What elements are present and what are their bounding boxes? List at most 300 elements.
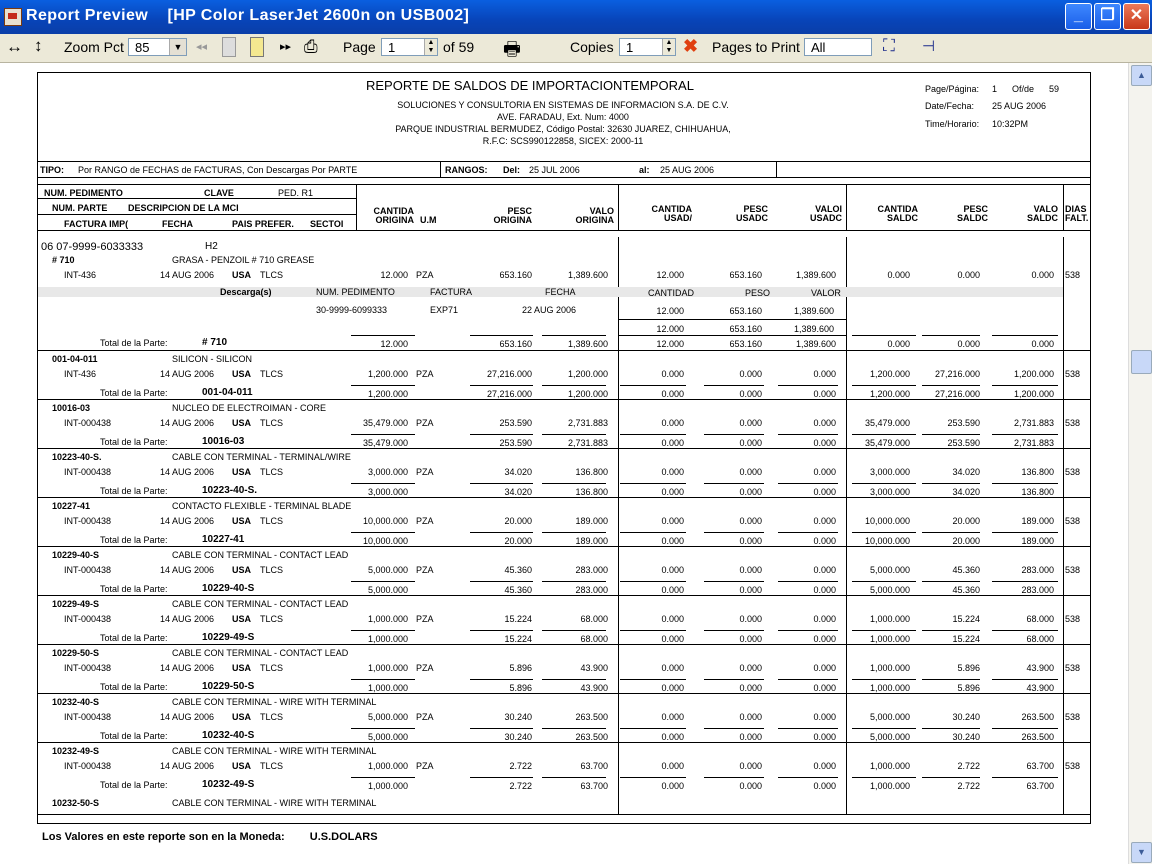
peso-o-cell: 5.896: [509, 663, 532, 673]
footer-label: Los Valores en este reporte son en la Moneda:: [42, 831, 285, 843]
peso-o-cell: 15.224: [504, 614, 532, 624]
peso-u-cell: 0.000: [739, 614, 762, 624]
dias-cell: 538: [1065, 270, 1081, 280]
descarga-label: Descarga(s): [220, 287, 272, 297]
cant-s-cell: 0.000: [887, 270, 910, 280]
hdr-num-pedimento: NUM. PEDIMENTO: [44, 188, 123, 198]
part-description: CABLE CON TERMINAL - CONTACT LEAD: [172, 599, 349, 609]
subtotal-line: [351, 679, 415, 680]
total-valor-s: 189.000: [1021, 536, 1054, 546]
copies-label: Copies: [570, 39, 614, 55]
um-cell: PZA: [416, 663, 434, 673]
zoom-select[interactable]: [128, 38, 187, 56]
subtotal-line: [351, 385, 415, 386]
divider: [38, 399, 1090, 400]
valor-u-cell: 0.000: [813, 565, 836, 575]
subtotal-line: [852, 728, 916, 729]
total-cant-o: 1,000.000: [367, 781, 408, 791]
valor-o-cell: 2,731.883: [567, 418, 608, 428]
prev-page-icon[interactable]: [222, 37, 236, 57]
rangos-label: RANGOS:: [445, 165, 488, 175]
total-peso-s: 2.722: [957, 781, 980, 791]
total-peso-o: 27,216.000: [486, 389, 532, 399]
hdr-cant-orig-2: ORIGINA: [375, 215, 414, 225]
descarga-fecha: 22 AUG 2006: [522, 305, 577, 315]
minimize-button[interactable]: _: [1065, 3, 1092, 30]
total-cant-o: 5,000.000: [367, 585, 408, 595]
hdr-cant-saldo-1: CANTIDA: [877, 204, 918, 214]
total-valor-o: 1,200.000: [567, 389, 608, 399]
total-valor-s: 1,200.000: [1013, 389, 1054, 399]
total-valor-s: 2,731.883: [1013, 438, 1054, 448]
total-peso-o: 34.020: [504, 487, 532, 497]
hdr-peso-orig-2: ORIGINA: [493, 215, 532, 225]
zoom-value: 85: [135, 40, 150, 55]
total-label: Total de la Parte:: [100, 338, 168, 348]
total-valor-o: 189.000: [575, 536, 608, 546]
subtotal-line: [542, 630, 606, 631]
divider: [776, 161, 777, 177]
divider: [38, 497, 1090, 498]
total-valor-u: 0.000: [813, 487, 836, 497]
total-peso-o: 20.000: [504, 536, 532, 546]
total-peso-u: 0.000: [739, 487, 762, 497]
subtotal-line: [852, 777, 916, 778]
peso-s-cell: 20.000: [952, 516, 980, 526]
subtotal-line: [922, 385, 980, 386]
total-cant-u: 0.000: [661, 634, 684, 644]
part-description: CABLE CON TERMINAL - CONTACT LEAD: [172, 648, 349, 658]
pais-cell: USA: [232, 369, 252, 379]
subtotal-line: [470, 434, 533, 435]
subtotal-line: [852, 335, 916, 336]
factura-cell: INT-000438: [64, 565, 112, 575]
fecha-cell: 14 AUG 2006: [160, 418, 215, 428]
total-peso-s: 27,216.000: [934, 389, 980, 399]
valor-u-cell: 0.000: [813, 663, 836, 673]
page-total: 59: [1049, 84, 1060, 94]
part-description: CONTACTO FLEXIBLE - TERMINAL BLADE: [172, 501, 352, 511]
cant-u-cell: 0.000: [661, 418, 684, 428]
cant-u-cell: 0.000: [661, 761, 684, 771]
total-label: Total de la Parte:: [100, 780, 168, 790]
valor-s-cell: 189.000: [1021, 516, 1054, 526]
total-peso-u: 653.160: [729, 339, 762, 349]
subtotal-line: [922, 630, 980, 631]
valor-s-cell: 136.800: [1021, 467, 1054, 477]
subtotal-line: [620, 483, 686, 484]
spin-arrows-icon[interactable]: ▲ ▼: [662, 39, 675, 55]
total-peso-o: 653.160: [499, 339, 532, 349]
subtotal-line: [852, 385, 916, 386]
fecha-cell: 14 AUG 2006: [160, 712, 215, 722]
subtotal-line: [992, 335, 1058, 336]
peso-s-cell: 15.224: [952, 614, 980, 624]
divider: [38, 214, 356, 215]
valor-s-cell: 63.700: [1026, 761, 1054, 771]
peso-s-cell: 34.020: [952, 467, 980, 477]
scroll-down-icon[interactable]: ▼: [1131, 842, 1152, 863]
fit-width-icon[interactable]: ↔: [6, 37, 23, 56]
del-value: 25 JUL 2006: [529, 165, 580, 175]
total-cant-s: 0.000: [887, 339, 910, 349]
total-peso-o: 5.896: [509, 683, 532, 693]
sector-cell: TLCS: [260, 467, 284, 477]
printer-icon[interactable]: 🖶: [503, 39, 521, 60]
next-page-icon[interactable]: [250, 37, 264, 57]
subtotal-line: [542, 385, 606, 386]
total-cant-o: 10,000.000: [362, 536, 408, 546]
peso-o-cell: 20.000: [504, 516, 532, 526]
subtotal-line: [542, 335, 606, 336]
dias-cell: 538: [1065, 418, 1081, 428]
pages-to-print-value: All: [811, 40, 826, 55]
subtotal-line: [351, 630, 415, 631]
cant-o-cell: 5,000.000: [367, 712, 408, 722]
part-description: NUCLEO DE ELECTROIMAN - CORE: [172, 403, 327, 413]
total-peso-u: 0.000: [739, 536, 762, 546]
fit-height-icon[interactable]: ↕: [34, 36, 43, 55]
total-cant-s: 5,000.000: [869, 732, 910, 742]
last-part-number: 10232-50-S: [52, 798, 100, 808]
um-cell: PZA: [416, 614, 434, 624]
page-setup-icon[interactable]: ⎙: [304, 37, 318, 56]
valor-s-cell: 283.000: [1021, 565, 1054, 575]
total-cant-o: 3,000.000: [367, 487, 408, 497]
subtotal-line: [922, 777, 980, 778]
divider: [38, 814, 1090, 815]
subtotal-line: [542, 532, 606, 533]
subtotal-line: [620, 630, 686, 631]
cancel-icon[interactable]: ✖: [683, 36, 699, 56]
page-stepper[interactable]: [381, 38, 438, 56]
pages-to-print-input[interactable]: [804, 38, 872, 56]
dias-cell: 538: [1065, 467, 1081, 477]
subtotal-line: [704, 728, 764, 729]
peso-u-cell: 0.000: [739, 369, 762, 379]
valor-u-cell: 1,389.600: [795, 270, 836, 280]
zoom-label: Zoom Pct: [64, 39, 124, 55]
descarga-col-cantidad: CANTIDAD: [648, 288, 695, 298]
cant-s-cell: 35,479.000: [864, 418, 910, 428]
um-cell: PZA: [416, 712, 434, 722]
subtotal-line: [351, 532, 415, 533]
report-app-icon: [4, 8, 22, 26]
hdr-peso-orig-1: PESC: [507, 206, 532, 216]
valor-u-cell: 0.000: [813, 369, 836, 379]
total-cant-s: 10,000.000: [864, 536, 910, 546]
maximize-button[interactable]: ❐: [1094, 3, 1121, 30]
total-cant-u: 12.000: [656, 339, 684, 349]
total-peso-u: 0.000: [739, 634, 762, 644]
vertical-scrollbar[interactable]: [1128, 63, 1152, 864]
copies-stepper[interactable]: [619, 38, 676, 56]
valor-s-cell: 1,200.000: [1013, 369, 1054, 379]
date-value: 25 AUG 2006: [992, 101, 1047, 111]
factura-cell: INT-000438: [64, 418, 112, 428]
descarga-sum-peso: 653.160: [729, 324, 762, 334]
subtotal-line: [351, 335, 415, 336]
descarga-pedimento: 30-9999-6099333: [316, 305, 388, 315]
fecha-cell: 14 AUG 2006: [160, 369, 215, 379]
toolbar: [0, 34, 1152, 63]
total-valor-o: 1,389.600: [567, 339, 608, 349]
spin-arrows-icon[interactable]: ▲ ▼: [424, 39, 437, 55]
last-page-icon[interactable]: ▸▸: [280, 41, 292, 53]
hdr-valor-orig-2: ORIGINA: [575, 215, 614, 225]
peso-u-cell: 0.000: [739, 565, 762, 575]
page-num: 1: [992, 84, 998, 94]
hdr-fecha: FECHA: [162, 219, 193, 229]
total-valor-o: 68.000: [580, 634, 608, 644]
total-part-number: 10229-50-S: [202, 681, 255, 692]
pushpin-icon[interactable]: ⊣: [922, 38, 936, 55]
total-valor-s: 283.000: [1021, 585, 1054, 595]
part-description: GRASA - PENZOIL # 710 GREASE: [172, 255, 315, 265]
cant-u-cell: 0.000: [661, 614, 684, 624]
subtotal-line: [778, 728, 838, 729]
hdr-peso-saldo-1: PESC: [963, 204, 988, 214]
subtotal-line: [620, 434, 686, 435]
divider: [1063, 237, 1064, 814]
total-cant-s: 1,000.000: [869, 781, 910, 791]
sector-cell: TLCS: [260, 369, 284, 379]
cant-u-cell: 0.000: [661, 565, 684, 575]
subtotal-line: [778, 434, 838, 435]
subtotal-line: [620, 385, 686, 386]
divider: [846, 184, 847, 230]
company-line-1: SOLUCIONES Y CONSULTORIA EN SISTEMAS DE INFORMACION S.A. DE C.V.: [397, 100, 729, 110]
peso-o-cell: 653.160: [499, 270, 532, 280]
date-label: Date/Fecha:: [925, 101, 975, 111]
subtotal-line: [704, 581, 764, 582]
subtotal-line: [704, 679, 764, 680]
divider: [38, 693, 1090, 694]
cant-o-cell: 5,000.000: [367, 565, 408, 575]
peso-s-cell: 0.000: [957, 270, 980, 280]
subtotal-line: [351, 728, 415, 729]
divider: [38, 595, 1090, 596]
pais-cell: USA: [232, 270, 252, 280]
total-peso-u: 0.000: [739, 781, 762, 791]
subtotal-line: [470, 385, 533, 386]
time-label: Time/Horario:: [925, 119, 980, 129]
peso-u-cell: 0.000: [739, 761, 762, 771]
subtotal-line: [778, 630, 838, 631]
peso-u-cell: 653.160: [729, 270, 762, 280]
cant-u-cell: 0.000: [661, 369, 684, 379]
total-peso-s: 34.020: [952, 487, 980, 497]
tipo-label: TIPO:: [40, 165, 64, 175]
hdr-cant-orig-1: CANTIDA: [373, 206, 414, 216]
total-cant-u: 0.000: [661, 732, 684, 742]
subtotal-line: [470, 630, 533, 631]
total-valor-o: 63.700: [580, 781, 608, 791]
peso-s-cell: 253.590: [947, 418, 980, 428]
fecha-cell: 14 AUG 2006: [160, 565, 215, 575]
hdr-sector: SECTOI: [310, 219, 344, 229]
page-of-label: Of/de: [1012, 84, 1035, 94]
sector-cell: TLCS: [260, 270, 284, 280]
subtotal-line: [992, 777, 1058, 778]
pais-cell: USA: [232, 565, 252, 575]
total-peso-u: 0.000: [739, 438, 762, 448]
divider: [38, 177, 1090, 178]
total-part-number: # 710: [202, 337, 228, 348]
fecha-cell: 14 AUG 2006: [160, 663, 215, 673]
um-cell: PZA: [416, 369, 434, 379]
cant-s-cell: 5,000.000: [869, 565, 910, 575]
subtotal-line: [704, 385, 764, 386]
subtotal-line: [704, 630, 764, 631]
total-cant-s: 35,479.000: [864, 438, 910, 448]
factura-cell: INT-000438: [64, 712, 112, 722]
peso-s-cell: 27,216.000: [934, 369, 980, 379]
total-cant-s: 5,000.000: [869, 585, 910, 595]
part-number: 001-04-011: [52, 354, 98, 364]
divider: [38, 350, 1090, 351]
scroll-thumb[interactable]: [1131, 350, 1152, 374]
cant-u-cell: 12.000: [656, 270, 684, 280]
subtotal-line: [922, 581, 980, 582]
um-cell: PZA: [416, 467, 434, 477]
peso-u-cell: 0.000: [739, 418, 762, 428]
descarga-sum-cantidad: 12.000: [656, 324, 684, 334]
peso-u-cell: 0.000: [739, 516, 762, 526]
total-peso-s: 45.360: [952, 585, 980, 595]
total-peso-s: 20.000: [952, 536, 980, 546]
first-page-icon[interactable]: ◂◂: [196, 41, 208, 53]
total-part-number: 10232-40-S: [202, 730, 255, 741]
total-part-number: 10232-49-S: [202, 779, 255, 790]
peso-s-cell: 45.360: [952, 565, 980, 575]
total-valor-s: 136.800: [1021, 487, 1054, 497]
hdr-factura: FACTURA IMP(: [64, 219, 129, 229]
um-cell: PZA: [416, 761, 434, 771]
total-valor-s: 0.000: [1031, 339, 1054, 349]
subtotal-line: [470, 581, 533, 582]
divider: [38, 546, 1090, 547]
subtotal-line: [542, 777, 606, 778]
valor-o-cell: 68.000: [580, 614, 608, 624]
report-title: REPORTE DE SALDOS DE IMPORTACIONTEMPORAL: [366, 78, 694, 93]
factura-cell: INT-436: [64, 270, 97, 280]
subtotal-line: [351, 581, 415, 582]
tipo-value: Por RANGO de FECHAS de FACTURAS, Con Descargas Por PARTE: [78, 165, 358, 175]
subtotal-line: [992, 385, 1058, 386]
divider: [38, 161, 1090, 162]
page-label: Page: [343, 39, 376, 55]
peso-u-cell: 0.000: [739, 712, 762, 722]
divider: [38, 184, 1090, 185]
subtotal-line: [542, 728, 606, 729]
al-value: 25 AUG 2006: [660, 165, 715, 175]
dias-cell: 538: [1065, 614, 1081, 624]
company-line-4: R.F.C: SCS990122858, SICEX: 2000-11: [482, 136, 644, 146]
total-valor-u: 1,389.600: [795, 339, 836, 349]
cant-o-cell: 3,000.000: [367, 467, 408, 477]
cant-s-cell: 1,000.000: [869, 614, 910, 624]
sector-cell: TLCS: [260, 663, 284, 673]
subtotal-line: [704, 483, 764, 484]
total-cant-u: 0.000: [661, 487, 684, 497]
total-cant-u: 0.000: [661, 536, 684, 546]
total-cant-s: 1,000.000: [869, 683, 910, 693]
hdr-cant-usada-1: CANTIDA: [651, 204, 692, 214]
um-cell: PZA: [416, 418, 434, 428]
subtotal-line: [704, 532, 764, 533]
total-peso-u: 0.000: [739, 683, 762, 693]
subtotal-line: [778, 581, 838, 582]
peso-s-cell: 5.896: [957, 663, 980, 673]
subtotal-line: [992, 434, 1058, 435]
divider: [38, 644, 1090, 645]
fecha-cell: 14 AUG 2006: [160, 614, 215, 624]
subtotal-line: [922, 679, 980, 680]
dias-cell: 538: [1065, 761, 1081, 771]
cant-o-cell: 35,479.000: [362, 418, 408, 428]
sector-cell: TLCS: [260, 516, 284, 526]
total-label: Total de la Parte:: [100, 731, 168, 741]
total-label: Total de la Parte:: [100, 486, 168, 496]
hdr-dias-2: FALT.: [1065, 213, 1089, 223]
pais-cell: USA: [232, 516, 252, 526]
subtotal-line: [778, 679, 838, 680]
subtotal-line: [778, 483, 838, 484]
cant-s-cell: 1,000.000: [869, 761, 910, 771]
peso-u-cell: 0.000: [739, 467, 762, 477]
subtotal-line: [704, 777, 764, 778]
total-valor-u: 0.000: [813, 585, 836, 595]
subtotal-line: [620, 728, 686, 729]
al-label: al:: [639, 165, 650, 175]
sector-cell: TLCS: [260, 418, 284, 428]
binoculars-icon[interactable]: ⛶: [883, 36, 895, 55]
part-description: CABLE CON TERMINAL - WIRE WITH TERMINAL: [172, 746, 377, 756]
chevron-down-icon[interactable]: ▼: [169, 39, 186, 55]
subtotal-line: [922, 728, 980, 729]
divider: [356, 184, 357, 230]
hdr-num-parte: NUM. PARTE: [52, 203, 108, 213]
scroll-up-icon[interactable]: ▲: [1131, 65, 1152, 86]
total-label: Total de la Parte:: [100, 584, 168, 594]
total-label: Total de la Parte:: [100, 388, 168, 398]
hdr-peso-saldo-2: SALDC: [957, 213, 988, 223]
close-button[interactable]: ✕: [1123, 3, 1150, 30]
subtotal-line: [542, 483, 606, 484]
total-valor-u: 0.000: [813, 634, 836, 644]
total-part-number: 10227-41: [202, 534, 245, 545]
total-peso-o: 2.722: [509, 781, 532, 791]
part-number: 10227-41: [52, 501, 91, 511]
subtotal-line: [470, 532, 533, 533]
factura-cell: INT-000438: [64, 467, 112, 477]
subtotal-line: [620, 679, 686, 680]
hdr-pais: PAIS PREFER.: [232, 219, 294, 229]
total-valor-s: 43.900: [1026, 683, 1054, 693]
hdr-peso-usado-2: USADC: [735, 213, 768, 223]
total-label: Total de la Parte:: [100, 535, 168, 545]
divider: [1063, 184, 1064, 230]
peso-o-cell: 27,216.000: [486, 369, 532, 379]
cant-o-cell: 1,000.000: [367, 761, 408, 771]
report-page: [37, 72, 1091, 824]
subtotal-line: [470, 335, 533, 336]
descarga-factura: EXP71: [430, 305, 459, 315]
subtotal-line: [542, 434, 606, 435]
descarga-valor: 1,389.600: [793, 306, 834, 316]
total-cant-u: 0.000: [661, 585, 684, 595]
